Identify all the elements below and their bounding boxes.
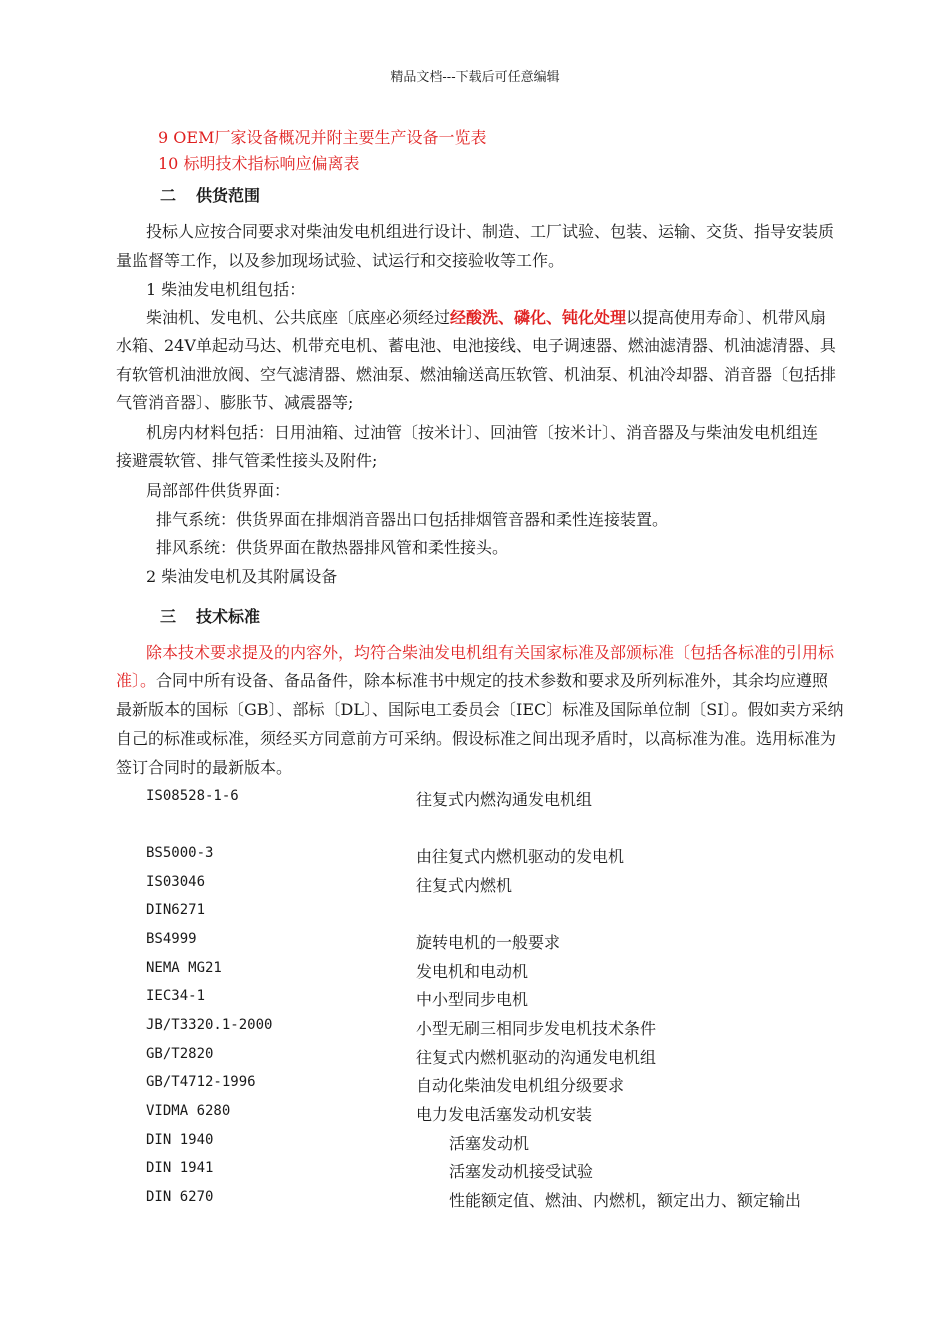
standard-code: DIN 6270 <box>146 1189 214 1205</box>
standard-title: 往复式内燃机 <box>416 876 513 895</box>
section-number: 三 <box>160 607 177 626</box>
section-number: 二 <box>160 186 177 205</box>
standard-title: 活塞发动机接受试验 <box>449 1162 594 1181</box>
standard-title: 往复式内燃沟通发电机组 <box>416 790 593 809</box>
standard-code: DIN 1941 <box>146 1160 214 1176</box>
list-item-generator-set: 1 柴油发电机组包括： <box>146 280 306 299</box>
standard-title: 中小型同步电机 <box>416 990 529 1009</box>
standard-title: 活塞发动机 <box>449 1134 530 1153</box>
standard-code: GB/T4712-1996 <box>146 1074 256 1090</box>
standard-title: 往复式内燃机驱动的沟通发电机组 <box>416 1048 657 1067</box>
paragraph-line: 局部部件供货界面： <box>146 481 291 500</box>
standard-code: JB/T3320.1-2000 <box>146 1017 273 1033</box>
standard-code: VIDMA 6280 <box>146 1103 231 1119</box>
text-segment: 合同中所有设备、备品备件，除本标准书中规定的技术参数和要求及所列标准外，其余均应遵照 <box>156 671 829 690</box>
standard-title: 旋转电机的一般要求 <box>416 933 561 952</box>
standard-code: IEC34-1 <box>146 988 206 1004</box>
standard-title: 发电机和电动机 <box>416 962 529 981</box>
paragraph-line: 气管消音器〕、膨胀节、减震器等; <box>116 393 354 412</box>
standard-title: 小型无刷三相同步发电机技术条件 <box>416 1019 657 1038</box>
paragraph-line: 投标人应按合同要求对柴油发电机组进行设计、制造、工厂试验、包装、运输、交货、指导安装质 <box>146 222 835 241</box>
standard-title: 自动化柴油发电机组分级要求 <box>416 1076 625 1095</box>
standard-code: DIN 1940 <box>146 1132 214 1148</box>
paragraph-line: 量监督等工作，以及参加现场试验、试运行和交接验收等工作。 <box>116 251 565 270</box>
paragraph-line: 最新版本的国标〔GB〕、部标〔DL〕、国际电工委员会〔IEC〕标准及国际单位制〔SI〕。假如卖方采纳 <box>116 700 844 719</box>
paragraph-line: 除本技术要求提及的内容外，均符合柴油发电机组有关国家标准及部颁标准〔包括各标准的引用标 <box>146 643 835 662</box>
list-item-accessories: 2 柴油发电机及其附属设备 <box>146 567 338 586</box>
paragraph-line: 水箱、24V单起动马达、机带充电机、蓄电池、电池接线、电子调速器、燃油滤清器、机油滤清器、具 <box>116 336 836 355</box>
section-title: 技术标准 <box>196 607 261 626</box>
paragraph-line <box>146 308 826 328</box>
text-segment: 以提高使用寿命〕、机带风扇 <box>626 308 827 327</box>
text-segment: 准〕。 <box>116 671 157 690</box>
section-title: 供货范围 <box>196 186 261 205</box>
standard-title: 性能额定值、燃油、内燃机，额定出力、额定输出 <box>449 1191 802 1210</box>
paragraph-line: 有软管机油泄放阀、空气滤清器、燃油泵、燃油输送高压软管、机油泵、机油冷却器、消音器〔包括排 <box>116 365 837 384</box>
highlight-text: 经酸洗、磷化、钝化处理 <box>450 308 627 327</box>
paragraph-line: 排气系统：供货界面在排烟消音器出口包括排烟管音器和柔性连接装置。 <box>156 510 669 529</box>
standard-code: IS08528-1-6 <box>146 788 239 804</box>
list-item-deviation-table: 10 标明技术指标响应偏离表 <box>158 154 360 173</box>
standard-title: 由往复式内燃机驱动的发电机 <box>416 847 625 866</box>
paragraph-line: 接避震软管、排气管柔性接头及附件; <box>116 451 378 470</box>
paragraph-line: 机房内材料包括：日用油箱、过油管〔按米计〕、回油管〔按米计〕、消音器及与柴油发电机组连 <box>146 423 819 442</box>
list-item-oem: 9 OEM厂家设备概况并附主要生产设备一览表 <box>158 128 487 147</box>
standard-title: 电力发电活塞发动机安装 <box>416 1105 593 1124</box>
paragraph-line: 自己的标准或标准，须经买方同意前方可采纳。假设标准之间出现矛盾时，以高标准为准。选用标准为 <box>116 729 837 748</box>
paragraph-line: 排风系统：供货界面在散热器排风管和柔性接头。 <box>156 538 509 557</box>
standard-code: IS03046 <box>146 874 206 890</box>
section-heading-technical-standards <box>160 604 260 627</box>
paragraph-line: 签订合同时的最新版本。 <box>116 758 293 777</box>
standard-code: BS5000-3 <box>146 845 214 861</box>
section-heading-supply-scope <box>160 183 260 206</box>
standard-code: GB/T2820 <box>146 1046 214 1062</box>
standard-code: BS4999 <box>146 931 197 947</box>
paragraph-line <box>116 671 828 691</box>
standard-code: NEMA MG21 <box>146 960 222 976</box>
standard-code: DIN6271 <box>146 902 206 918</box>
text-segment: 柴油机、发电机、公共底座〔底座必须经过 <box>146 308 451 327</box>
page-header: 精品文档---下载后可任意编辑 <box>390 70 560 85</box>
